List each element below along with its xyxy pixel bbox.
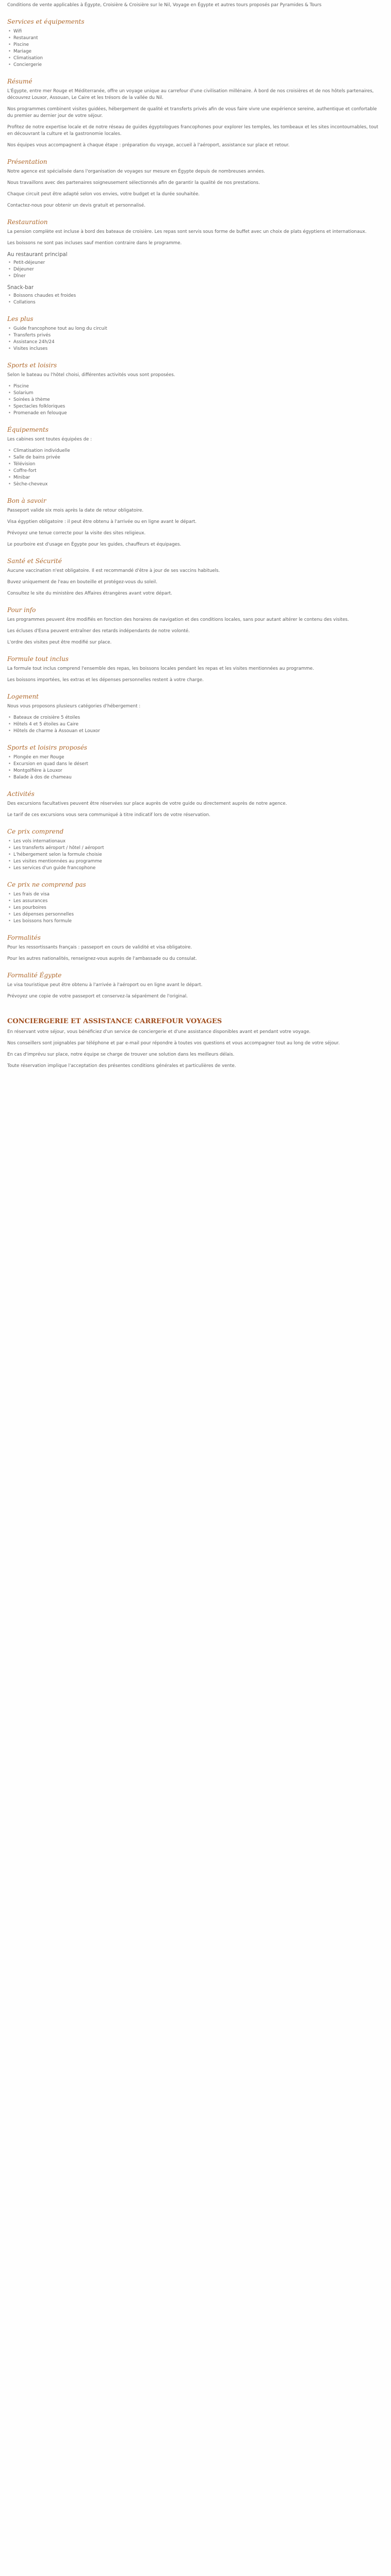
list-item: • L'hébergement selon la formule choisie: [7, 852, 384, 858]
section: [7, 78, 384, 149]
paragraph: Notre agence est spécialisée dans l'organisation de voyages sur mesure en Égypte depuis de nombreuses années.: [7, 169, 266, 174]
list-item: • Les visites mentionnées au programme: [7, 858, 384, 865]
section-title: Logement: [7, 693, 39, 700]
intro-text: Conditions de vente applicables à Égypte, Croisière & Croisière sur le Nil, Voyage en Égypte et autres tours proposés par Pyramides & Tours: [7, 3, 322, 8]
section-title: Les plus: [7, 315, 34, 323]
bullet-list: [7, 754, 384, 781]
section: [7, 557, 384, 597]
paragraph: Consultez le site du ministère des Affaires étrangères avant votre départ.: [7, 591, 172, 596]
paragraph: Prévoyez une tenue correcte pour la visite des sites religieux.: [7, 531, 146, 536]
list-item: • Les boissons hors formule: [7, 918, 384, 925]
section-title: Sports et loisirs: [7, 362, 57, 369]
list-item: • Piscine: [7, 42, 384, 48]
section-title: Équipements: [7, 426, 48, 433]
paragraph: Les écluses d'Esna peuvent entraîner des retards indépendants de notre volonté.: [7, 629, 190, 634]
section-title: Services et équipements: [7, 18, 85, 25]
section-title: Restauration: [7, 218, 48, 226]
list-item: • Excursion en quad dans le désert: [7, 761, 384, 768]
paragraph: L'ordre des visites peut être modifié sur place.: [7, 640, 112, 645]
list-item: • Les dépenses personnelles: [7, 911, 384, 918]
list-item: • Solarium: [7, 390, 384, 397]
conditions-container: [7, 1029, 384, 1070]
subsection-title: Au restaurant principal: [7, 252, 68, 258]
list-item: • Les assurances: [7, 898, 384, 905]
list-item: • Spectacles folkloriques: [7, 403, 384, 410]
list-item: • Montgolfière à Louxor: [7, 768, 384, 774]
list-item: • Wifi: [7, 28, 384, 35]
paragraph: Visa égyptien obligatoire : il peut être obtenu à l'arrivée ou en ligne avant le départ.: [7, 519, 197, 524]
bullet-list: [7, 260, 384, 280]
conditions-paragraph: Nos conseillers sont joignables par téléphone et par e-mail pour répondre à toutes vos questions et vous accompagner tout au long de votre séjour.: [7, 1041, 340, 1046]
section-title: Activités: [7, 790, 35, 798]
section: [7, 693, 384, 735]
bullet-list: [7, 715, 384, 735]
section-title: Résumé: [7, 78, 32, 85]
list-item: • Les transferts aéroport / hôtel / aéroport: [7, 845, 384, 852]
list-item: • Salle de bains privée: [7, 454, 384, 461]
section-title: Pour info: [7, 606, 36, 614]
list-item: • Guide francophone tout au long du circuit: [7, 326, 384, 332]
section: [7, 497, 384, 548]
paragraph: Buvez uniquement de l'eau en bouteille et protégez-vous du soleil.: [7, 580, 157, 585]
list-item: • Dîner: [7, 273, 384, 280]
section: [7, 426, 384, 488]
bullet-list: [7, 891, 384, 925]
list-item: • Climatisation individuelle: [7, 448, 384, 454]
list-item: • Petit-déjeuner: [7, 260, 384, 266]
list-item: • Les frais de visa: [7, 891, 384, 898]
paragraph: Aucune vaccination n'est obligatoire. Il est recommandé d'être à jour de ses vaccins habituels.: [7, 568, 220, 573]
paragraph: Selon le bateau ou l'hôtel choisi, différentes activités vous sont proposées.: [7, 372, 175, 378]
paragraph: Prévoyez une copie de votre passeport et conservez-la séparément de l'original.: [7, 994, 188, 999]
section-title: Présentation: [7, 158, 47, 165]
list-item: • Promenade en felouque: [7, 410, 384, 417]
list-item: • Les services d'un guide francophone: [7, 865, 384, 872]
list-item: • Piscine: [7, 383, 384, 390]
section-title: Ce prix ne comprend pas: [7, 881, 86, 888]
paragraph: Passeport valide six mois après la date de retour obligatoire.: [7, 508, 144, 513]
list-item: • Hôtels 4 et 5 étoiles au Caire: [7, 721, 384, 728]
paragraph: Chaque circuit peut être adapté selon vos envies, votre budget et la durée souhaitée.: [7, 192, 200, 197]
list-item: • Assistance 24h/24: [7, 339, 384, 346]
paragraph: Nos programmes combinent visites guidées, hébergement de qualité et transferts privés afin de vous faire vivre une expérience sereine, authentique et confortable du premier au dernier jour de votre séjour.: [7, 107, 377, 118]
list-item: • Déjeuner: [7, 266, 384, 273]
paragraph: Nous travaillons avec des partenaires soigneusement sélectionnés afin de garantir la qualité de nos prestations.: [7, 180, 260, 185]
paragraph: Le tarif de ces excursions vous sera communiqué à titre indicatif lors de votre réservation.: [7, 812, 210, 818]
paragraph: Les cabines sont toutes équipées de :: [7, 437, 92, 442]
section: [7, 881, 384, 925]
paragraph: Pour les autres nationalités, renseignez-vous auprès de l'ambassade ou du consulat.: [7, 956, 197, 961]
document-page: [0, 0, 391, 1070]
paragraph: Contactez-nous pour obtenir un devis gratuit et personnalisé.: [7, 203, 145, 208]
paragraph: La pension complète est incluse à bord des bateaux de croisière. Les repas sont servis sous forme de buffet avec un choix de plats égyptiens et internationaux.: [7, 229, 367, 234]
list-item: • Restaurant: [7, 35, 384, 42]
subsection-title: Snack-bar: [7, 285, 34, 291]
section: [7, 790, 384, 819]
paragraph: Profitez de notre expertise locale et de notre réseau de guides égyptologues francophones pour explorer les temples, les tombeaux et les sites incontournables, tout en découvrant la culture et la gastronomie locales.: [7, 125, 379, 137]
list-item: • Télévision: [7, 461, 384, 468]
paragraph: La formule tout inclus comprend l'ensemble des repas, les boissons locales pendant les repas et les visites mentionnées au programme.: [7, 666, 314, 671]
bullet-list: [7, 28, 384, 69]
section: [7, 606, 384, 646]
list-item: • Hôtels de charme à Assouan et Louxor: [7, 728, 384, 735]
bullet-list: [7, 448, 384, 488]
conditions-paragraph: En réservant votre séjour, vous bénéficiez d'un service de conciergerie et d'une assistance disponibles avant et pendant votre voyage.: [7, 1029, 311, 1035]
list-item: • Plongée en mer Rouge: [7, 754, 384, 761]
conditions-title: CONCIERGERIE ET ASSISTANCE CARREFOUR VOYAGES: [7, 1018, 222, 1025]
list-item: • Les vols internationaux: [7, 838, 384, 845]
list-item: • Transferts privés: [7, 332, 384, 339]
section: [7, 934, 384, 962]
paragraph: Des excursions facultatives peuvent être réservées sur place auprès de votre guide ou directement auprès de notre agence.: [7, 801, 287, 806]
list-item: • Sèche-cheveux: [7, 481, 384, 488]
bullet-list: [7, 326, 384, 352]
paragraph: Pour les ressortissants français : passeport en cours de validité et visa obligatoire.: [7, 945, 192, 950]
paragraph: Les boissons ne sont pas incluses sauf mention contraire dans le programme.: [7, 241, 182, 246]
paragraph: Le pourboire est d'usage en Égypte pour les guides, chauffeurs et équipages.: [7, 542, 182, 547]
paragraph: Le visa touristique peut être obtenu à l'arrivée à l'aéroport ou en ligne avant le départ.: [7, 982, 203, 988]
conditions-paragraph: En cas d'imprévu sur place, notre équipe se charge de trouver une solution dans les meilleurs délais.: [7, 1052, 235, 1057]
section: [7, 158, 384, 209]
section-title: Formule tout inclus: [7, 655, 69, 663]
paragraph: Les boissons importées, les extras et les dépenses personnelles restent à votre charge.: [7, 677, 204, 683]
list-item: • Boissons chaudes et froides: [7, 293, 384, 299]
list-item: • Soirées à thème: [7, 397, 384, 403]
section-title: Formalités: [7, 934, 41, 941]
section: [7, 18, 384, 69]
bullet-list: [7, 293, 384, 306]
list-item: • Minibar: [7, 474, 384, 481]
list-item: • Collations: [7, 299, 384, 306]
paragraph: Nous vous proposons plusieurs catégories d'hébergement :: [7, 704, 141, 709]
list-item: • Bateaux de croisière 5 étoiles: [7, 715, 384, 721]
section-title: Santé et Sécurité: [7, 557, 62, 565]
sections-container: [7, 18, 384, 1000]
section: [7, 315, 384, 352]
bullet-list: [7, 838, 384, 872]
list-item: • Climatisation: [7, 55, 384, 62]
section-title: Bon à savoir: [7, 497, 46, 504]
section: [7, 218, 384, 306]
list-item: • Coffre-fort: [7, 468, 384, 474]
list-item: • Conciergerie: [7, 62, 384, 69]
bullet-list: [7, 383, 384, 417]
section-title: Sports et loisirs proposés: [7, 744, 87, 751]
section: [7, 828, 384, 872]
section: [7, 655, 384, 684]
list-item: • Mariage: [7, 48, 384, 55]
list-item: • Balade à dos de chameau: [7, 774, 384, 781]
list-item: • Les pourboires: [7, 905, 384, 911]
list-item: • Visites incluses: [7, 346, 384, 352]
section-title: Ce prix comprend: [7, 828, 64, 835]
paragraph: Nos équipes vous accompagnent à chaque étape : préparation du voyage, accueil à l'aéroport, assistance sur place et retour.: [7, 143, 290, 148]
paragraph: L'Égypte, entre mer Rouge et Méditerranée, offre un voyage unique au carrefour d'une civilisation millénaire. À bord de nos croisières et de nos hôtels partenaires, découvrez Louxor, Assouan, Le Caire et les trésors de la vallée du Nil.: [7, 89, 374, 100]
paragraph: Les programmes peuvent être modifiés en fonction des horaires de navigation et des conditions locales, sans pour autant altérer le contenu des visites.: [7, 617, 349, 622]
section: [7, 972, 384, 1000]
section: [7, 744, 384, 781]
section: [7, 362, 384, 417]
section-title: Formalité Égypte: [7, 972, 62, 979]
conditions-paragraph: Toute réservation implique l'acceptation des présentes conditions générales et particulières de vente.: [7, 1063, 236, 1069]
